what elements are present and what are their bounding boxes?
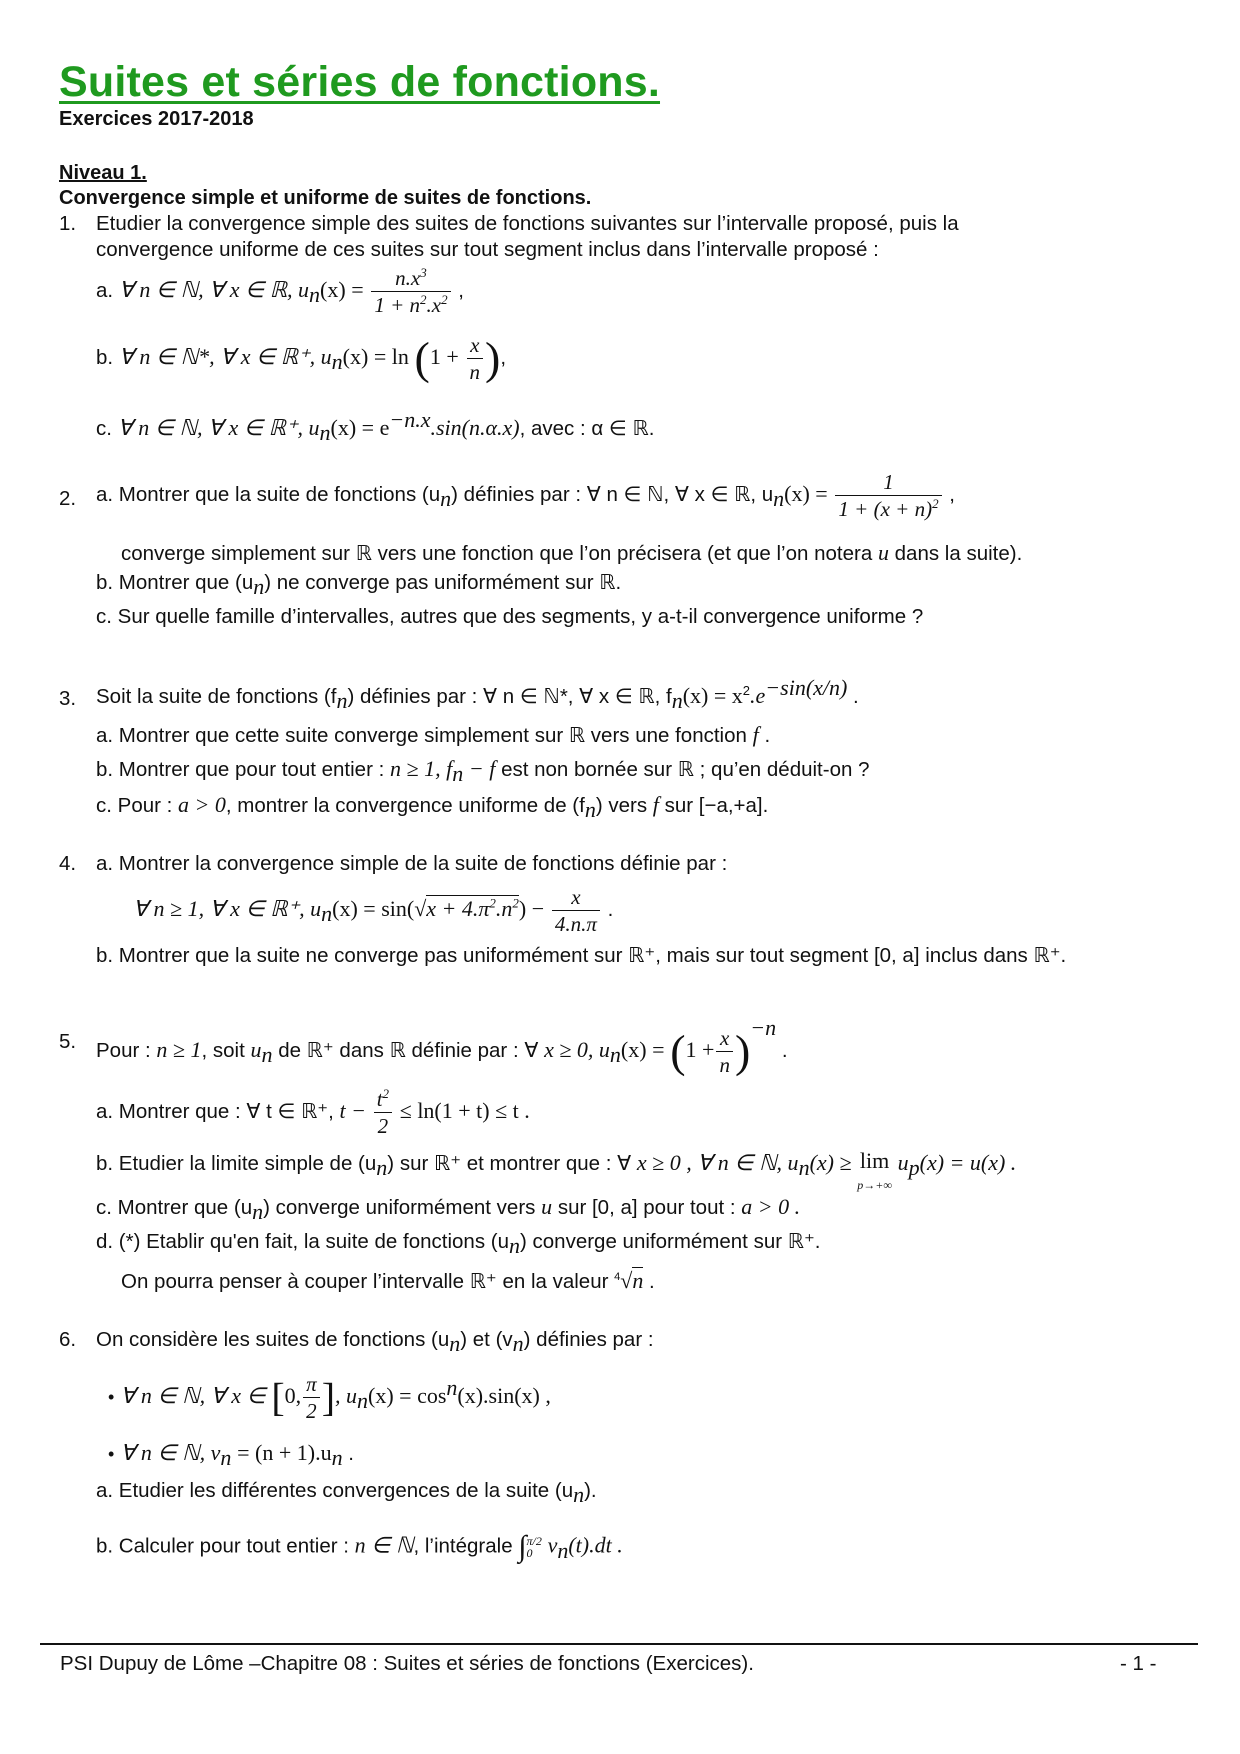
radicand: $x + 4.\pi^2.n^2$ <box>426 895 519 922</box>
exercise-1-text-line2: convergence uniforme de ces suites sur tout segment inclus dans l’intervalle proposé : <box>96 238 879 261</box>
exercise-4-formula: ∀ n ≥ 1, ∀ x ∈ ℝ⁺, $u_n(x) = \sin(√x + 4.\pi^2.n^2)$ − $\frac{x}{4.n.\pi}$ . <box>133 885 614 937</box>
footer-text: PSI Dupuy de Lôme –Chapitre 08 : Suites et séries de fonctions (Exercices). <box>60 1652 754 1675</box>
exercise-5-intro: Pour : n ≥ 1, soit $u_n$ de ℝ⁺ dans ℝ définie par : ∀ x ≥ 0, $u_n(x) = (1$ + $\frac{x}{n}$ )$^{-n}$ . <box>96 1015 788 1078</box>
exercise-4a: a. Montrer la convergence simple de la suite de fonctions définie par : <box>96 852 728 875</box>
document-subtitle: Exercices 2017-2018 <box>59 108 254 130</box>
exercise-6-intro: On considère les suites de fonctions $(u_n)$ et $(v_n)$ définies par : <box>96 1328 654 1357</box>
exercise-2a-continuation: converge simplement sur ℝ vers une fonction que l’on précisera (et que l’on notera u dans la suite). <box>121 540 1023 565</box>
exercise-5b: b. Etudier la limite simple de $(u_n)$ sur ℝ⁺ et montrer que : ∀ x ≥ 0 , ∀ n ∈ ℕ, $u_n(x) \ge \lim$ p→+∞ $u_p(x) = u(x)$ . <box>96 1148 1017 1192</box>
exercise-2c: c. Sur quelle famille d’intervalles, autres que des segments, y a-t-il convergence uniforme ? <box>96 605 924 628</box>
level-heading: Niveau 1. <box>59 162 147 184</box>
page-number: - 1 - <box>1120 1652 1157 1675</box>
document-title: Suites et séries de fonctions. <box>59 58 661 106</box>
exercise-3-number: 3. <box>59 687 77 710</box>
exercise-4-number: 4. <box>59 852 77 875</box>
exercise-1a: a. ∀ n ∈ ℕ, ∀ x ∈ ℝ, $u_n(x)$ = $\frac{n.x^3}{1 + n^2.x^2}$ , <box>96 265 464 318</box>
exercise-5a: a. Montrer que : ∀ t ∈ ℝ⁺, t − $\frac{t^2}{2}$ ≤ ln(1 + t) ≤ t . <box>96 1086 530 1139</box>
exercise-1b: b. ∀ n ∈ ℕ*, ∀ x ∈ ℝ⁺, $u_n(x) = \ln (1$ + $\frac{x}{n}$ ), <box>96 332 507 385</box>
exercise-1-number: 1. <box>59 212 77 235</box>
exercise-6-bullet-2: • ∀ n ∈ ℕ, $v_n = (n + 1).u_n$ . <box>108 1440 354 1471</box>
exercise-5-number: 5. <box>59 1030 77 1053</box>
exercise-5c: c. Montrer que $(u_n)$ converge uniformément vers u sur [0, a] pour tout : a > 0 . <box>96 1194 801 1225</box>
exercise-1c: c. ∀ n ∈ ℕ, ∀ x ∈ ℝ⁺, $u_n(x) = e^{-n.x}.\sin(n.\alpha.x)$, avec : α ∈ ℝ. <box>96 407 655 445</box>
exercise-1-text-line1: Etudier la convergence simple des suites de fonctions suivantes sur l’intervalle proposé, puis la <box>96 212 959 235</box>
exercise-2-number: 2. <box>59 487 77 510</box>
exercise-2a: a. Montrer que la suite de fonctions $(u_n)$ définies par : ∀ n ∈ ℕ, ∀ x ∈ ℝ, $u_n(x)$ = $\frac{1}{1 + (x + n)^2}$ , <box>96 470 955 522</box>
exercise-6a: a. Etudier les différentes convergences de la suite $(u_n)$. <box>96 1479 597 1508</box>
exercise-3b: b. Montrer que pour tout entier : n ≥ 1, $f_n - f$ est non bornée sur ℝ ; qu’en déduit-on ? <box>96 756 870 787</box>
exercise-6-bullet-1: • ∀ n ∈ ℕ, ∀ x ∈ [0, $\frac{\pi}{2}$ ], $u_n(x) = \cos^n(x).\sin(x)$ , <box>108 1372 551 1424</box>
exercise-5d-hint: On pourra penser à couper l’intervalle ℝ⁺ en la valeur $^4$√n . <box>121 1268 655 1293</box>
exercise-2b: b. Montrer que $(u_n)$ ne converge pas uniformément sur ℝ. <box>96 571 622 600</box>
exercise-3c: c. Pour : a > 0, montrer la convergence uniforme de $(f_n)$ vers f sur [−a,+a]. <box>96 792 769 823</box>
exercise-5d: d. (*) Etablir qu'en fait, la suite de fonctions $(u_n)$ converge uniformément sur ℝ⁺. <box>96 1230 821 1259</box>
exercise-3a: a. Montrer que cette suite converge simplement sur ℝ vers une fonction f . <box>96 722 771 747</box>
limit-operator: lim p→+∞ <box>857 1148 892 1192</box>
exercise-3-intro: Soit la suite de fonctions $(f_n)$ définies par : ∀ n ∈ ℕ*, ∀ x ∈ ℝ, $f_n(x) = x^2.e^{-sin(x/n)}$ . <box>96 675 859 713</box>
integral-bounds: π/2 0 <box>526 1533 542 1561</box>
exercise-6-number: 6. <box>59 1328 77 1351</box>
exercise-6b: b. Calculer pour tout entier : n ∈ ℕ, l’intégrale ∫π/2 0 $v_n(t).dt$ . <box>96 1530 623 1563</box>
section-heading: Convergence simple et uniforme de suites de fonctions. <box>59 187 592 209</box>
exercise-4b: b. Montrer que la suite ne converge pas uniformément sur ℝ⁺, mais sur tout segment [0, a] inclus dans ℝ⁺. <box>96 944 1067 967</box>
footer-divider <box>40 1643 1198 1645</box>
